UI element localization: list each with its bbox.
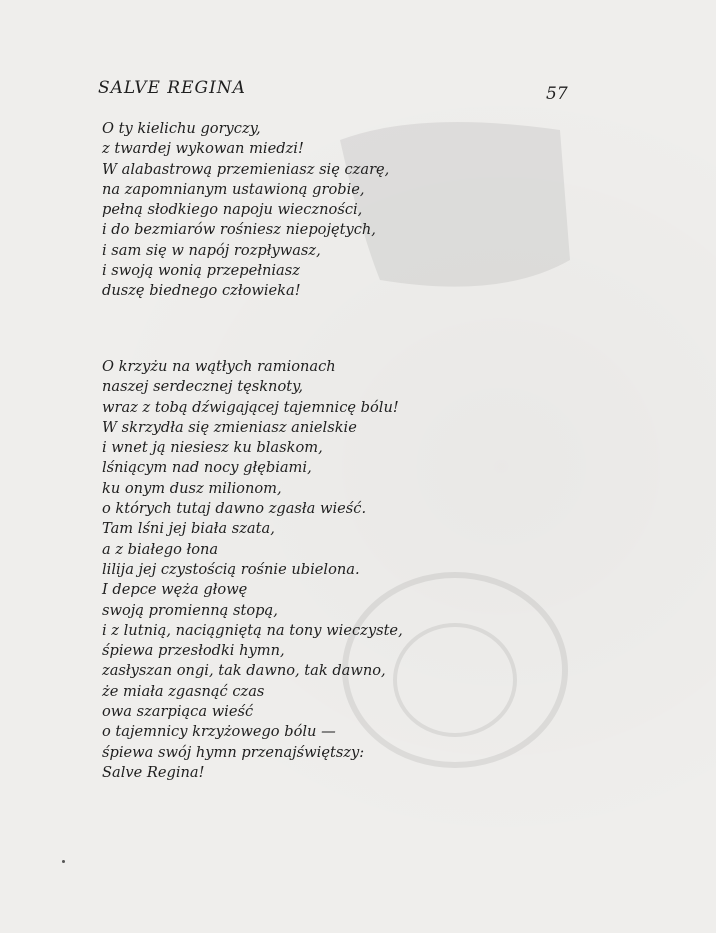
verse-line: na zapomnianym ustawioną grobie, xyxy=(102,180,365,198)
verse-line: swoją promienną stopą, xyxy=(102,601,278,619)
verse-line: i sam się w napój rozpływasz, xyxy=(102,241,321,259)
verse-line: lilija jej czystością rośnie ubielona. xyxy=(102,560,360,578)
verse-line: śpiewa swój hymn przenajświętszy: xyxy=(102,743,365,761)
verse-line: i wnet ją niesiesz ku blaskom, xyxy=(102,439,323,457)
verse-line: pełną słodkiego napoju wieczności, xyxy=(102,201,363,219)
verse-line: Salve Regina! xyxy=(102,763,205,781)
verse-line: I depce węża głowę xyxy=(102,581,248,599)
verse-line: zasłyszan ongi, tak dawno, tak dawno, xyxy=(102,662,386,680)
verse-line: naszej serdecznej tęsknoty, xyxy=(102,378,304,396)
verse-line: a z białego łona xyxy=(102,540,219,558)
verse-line: o tajemnicy krzyżowego bólu — xyxy=(102,723,336,741)
verse-line: Tam lśni jej biała szata, xyxy=(102,520,275,538)
page-number: 57 xyxy=(546,84,568,104)
verse-line: lśniącym nad nocy głębiami, xyxy=(102,459,312,477)
verse-line: o których tutaj dawno zgasła wieść. xyxy=(102,500,367,518)
stanza-1 xyxy=(102,119,389,302)
verse-line: O krzyżu na wątłych ramionach xyxy=(102,358,336,375)
verse-line: owa szarpiąca wieść xyxy=(102,703,254,721)
verse-line: W alabastrową przemieniasz się czarę, xyxy=(102,160,390,178)
verse-line: i z lutnią, naciągniętą na tony wieczyste, xyxy=(102,621,403,639)
verse-line: ku onym dusz milionom, xyxy=(102,479,282,497)
verse-line: z twardej wykowan miedzi! xyxy=(102,140,304,158)
verse-line: że miała zgasnąć czas xyxy=(102,682,265,700)
verse-line: W skrzydła się zmieniasz anielskie xyxy=(102,418,357,436)
verse-line: i swoją wonią przepełniasz xyxy=(102,262,300,280)
stanza-2 xyxy=(102,357,403,783)
verse-line: O ty kielichu goryczy, xyxy=(102,120,261,137)
running-header-title: SALVE REGINA xyxy=(98,78,246,98)
verse-line: śpiewa przesłodki hymn, xyxy=(102,642,285,660)
verse-line: i do bezmiarów rośniesz niepojętych, xyxy=(102,221,376,239)
verse-line: wraz z tobą dźwigającej tajemnicę bólu! xyxy=(102,398,399,416)
ink-speck xyxy=(62,860,65,863)
verse-line: duszę biednego człowieka! xyxy=(102,282,301,300)
